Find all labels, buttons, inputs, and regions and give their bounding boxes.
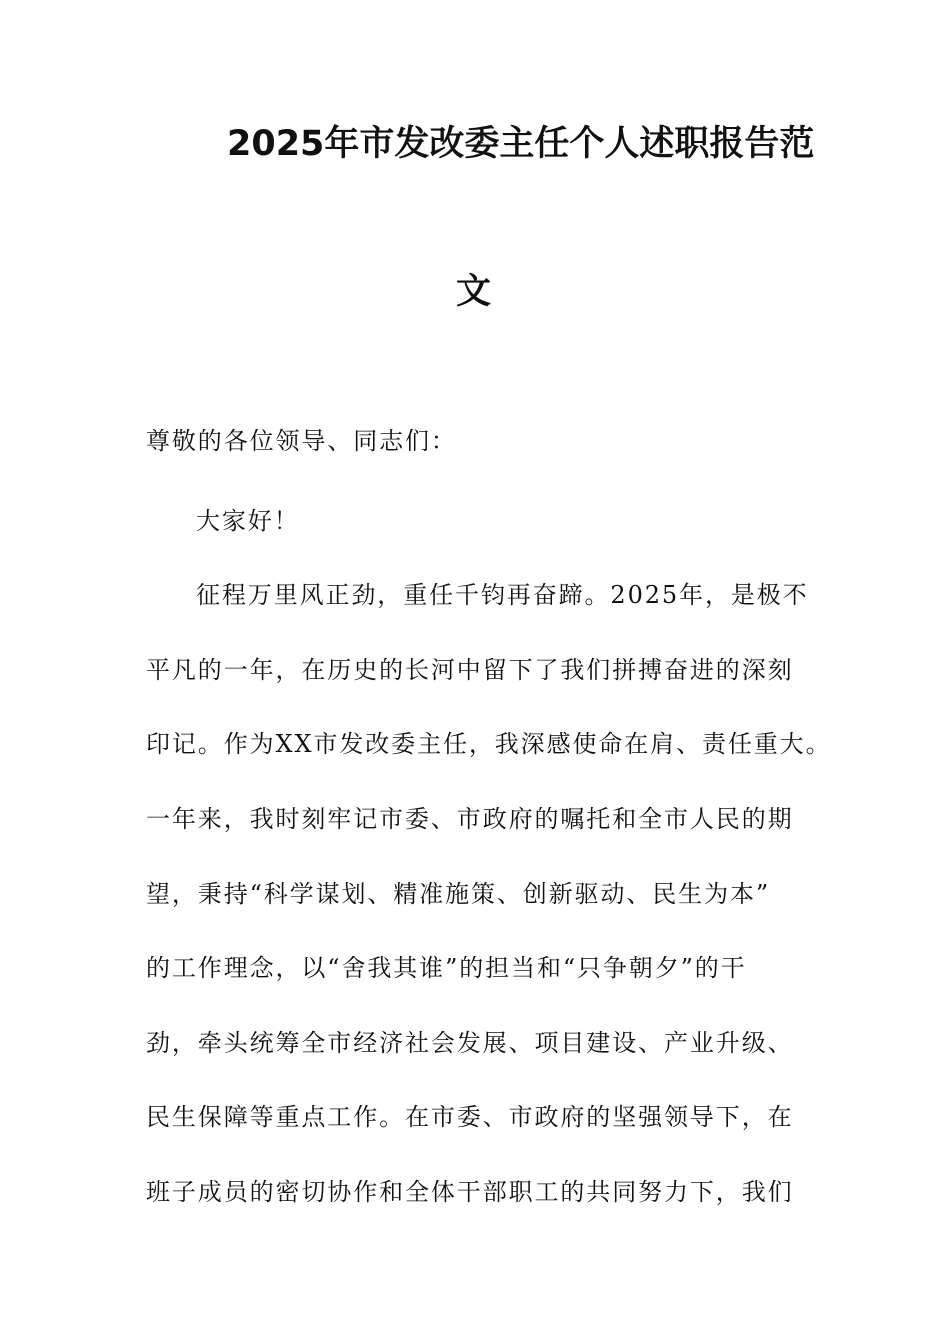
paragraph-line: 平凡的一年，在历史的长河中留下了我们拼搏奋进的深刻	[146, 656, 794, 684]
paragraph-line: 班子成员的密切协作和全体干部职工的共同努力下，我们	[146, 1178, 794, 1206]
paragraph-line: 的工作理念，以“舍我其谁”的担当和“只争朝夕”的干	[146, 954, 747, 982]
paragraph-line: 劲，牵头统筹全市经济社会发展、项目建设、产业升级、	[146, 1029, 794, 1057]
greeting: 大家好！	[196, 507, 300, 535]
paragraph-line: 征程万里风正劲，重任千钧再奋蹄。2025年，是极不	[196, 581, 809, 609]
paragraph-line: 望，秉持“科学谋划、精准施策、创新驱动、民生为本”	[146, 880, 771, 908]
salutation: 尊敬的各位领导、同志们：	[146, 427, 457, 455]
document-title-line-2: 文	[456, 272, 492, 312]
paragraph-line: 一年来，我时刻牢记市委、市政府的嘱托和全市人民的期	[146, 805, 794, 833]
document-title-line-1: 2025年市发改委主任个人述职报告范	[227, 124, 815, 164]
paragraph-line: 民生保障等重点工作。在市委、市政府的坚强领导下，在	[146, 1103, 794, 1131]
paragraph-line: 印记。作为XX市发改委主任，我深感使命在肩、责任重大。	[146, 730, 832, 758]
